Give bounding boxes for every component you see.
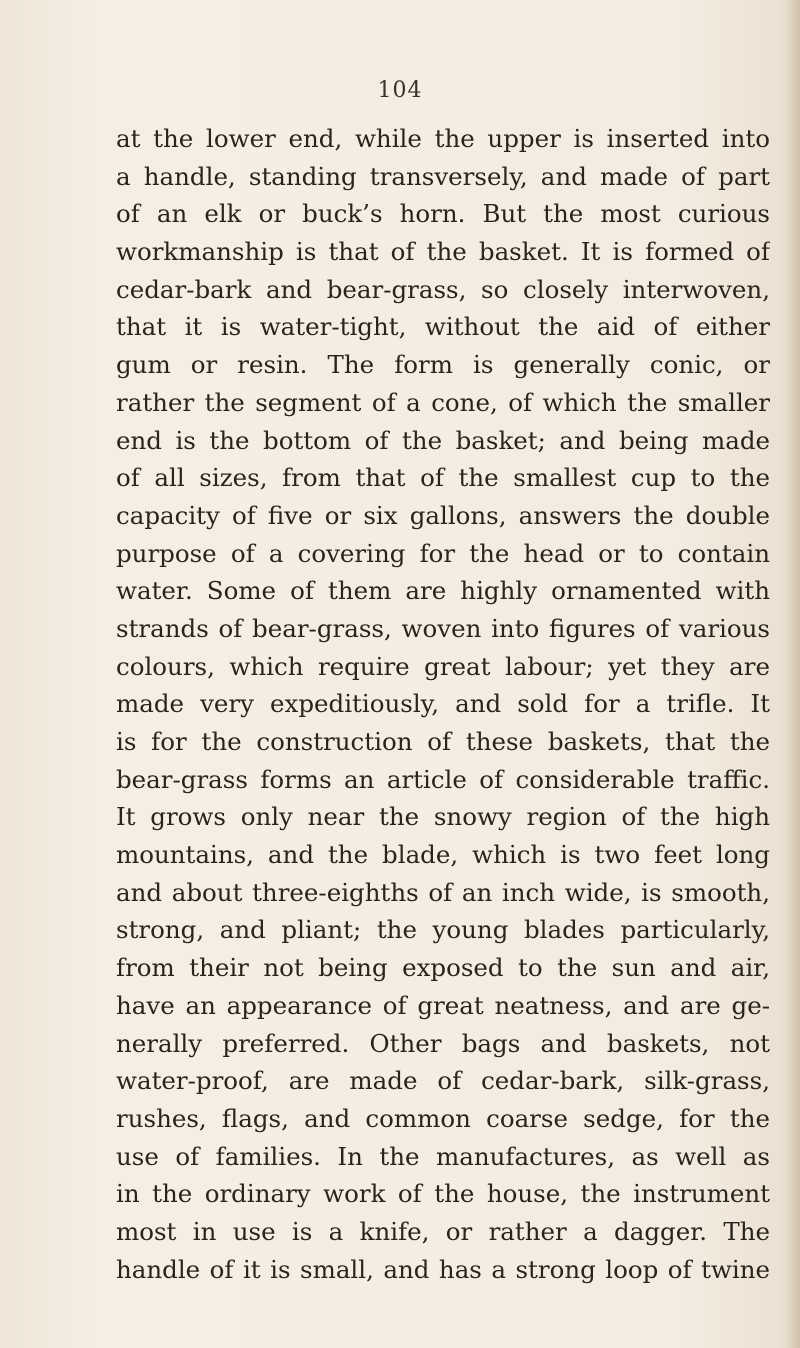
text-line: bear-grass forms an article of considerable traffic.	[116, 764, 770, 794]
text-line: water-proof, are made of cedar-bark, silk-grass,	[116, 1066, 770, 1096]
text-line: a handle, standing transversely, and made of part	[116, 161, 770, 191]
text-line: capacity of five or six gallons, answers the double	[116, 500, 770, 530]
text-line: from their not being exposed to the sun and air,	[116, 953, 770, 983]
text-line: water. Some of them are highly ornamented with	[116, 576, 770, 606]
text-line: at the lower end, while the upper is inserted into	[116, 124, 770, 153]
text-line: of an elk or buck’s horn. But the most curious	[116, 199, 770, 229]
text-line: have an appearance of great neatness, and are ge-	[116, 990, 770, 1020]
text-line: of all sizes, from that of the smallest cup to the	[116, 463, 770, 493]
text-line: cedar-bark and bear-grass, so closely interwoven,	[116, 274, 770, 304]
text-line: that it is water-tight, without the aid of either	[116, 312, 770, 342]
text-line: It grows only near the snowy region of the high	[116, 802, 770, 832]
text-line: is for the construction of these baskets, that the	[116, 727, 770, 756]
text-line: most in use is a knife, or rather a dagger. The	[116, 1216, 770, 1246]
text-line: rather the segment of a cone, of which the smaller	[116, 387, 770, 417]
text-line: mountains, and the blade, which is two feet long	[116, 840, 770, 870]
text-line: made very expeditiously, and sold for a trifle. It	[116, 689, 770, 719]
text-line: purpose of a covering for the head or to contain	[116, 538, 770, 568]
page-edge-shadow	[786, 0, 800, 1348]
text-line: gum or resin. The form is generally conic, or	[116, 350, 770, 380]
text-line: in the ordinary work of the house, the instrument	[116, 1179, 770, 1209]
text-line: rushes, flags, and common coarse sedge, for the	[116, 1103, 770, 1133]
text-line: nerally preferred. Other bags and baskets, not	[116, 1028, 770, 1058]
text-line: strands of bear-grass, woven into figures of various	[116, 613, 770, 643]
text-line: and about three-eighths of an inch wide, is smooth,	[116, 877, 770, 907]
text-line: strong, and pliant; the young blades particularly,	[116, 915, 770, 945]
body-text	[116, 120, 770, 1288]
text-line: handle of it is small, and has a strong loop of twine	[116, 1254, 770, 1284]
text-line: workmanship is that of the basket. It is formed of	[116, 237, 770, 267]
page-number: 104	[377, 78, 423, 103]
text-line: end is the bottom of the basket; and being made	[116, 425, 770, 455]
text-line: colours, which require great labour; yet they are	[116, 651, 770, 681]
text-line: use of families. In the manufactures, as well as	[116, 1141, 770, 1171]
